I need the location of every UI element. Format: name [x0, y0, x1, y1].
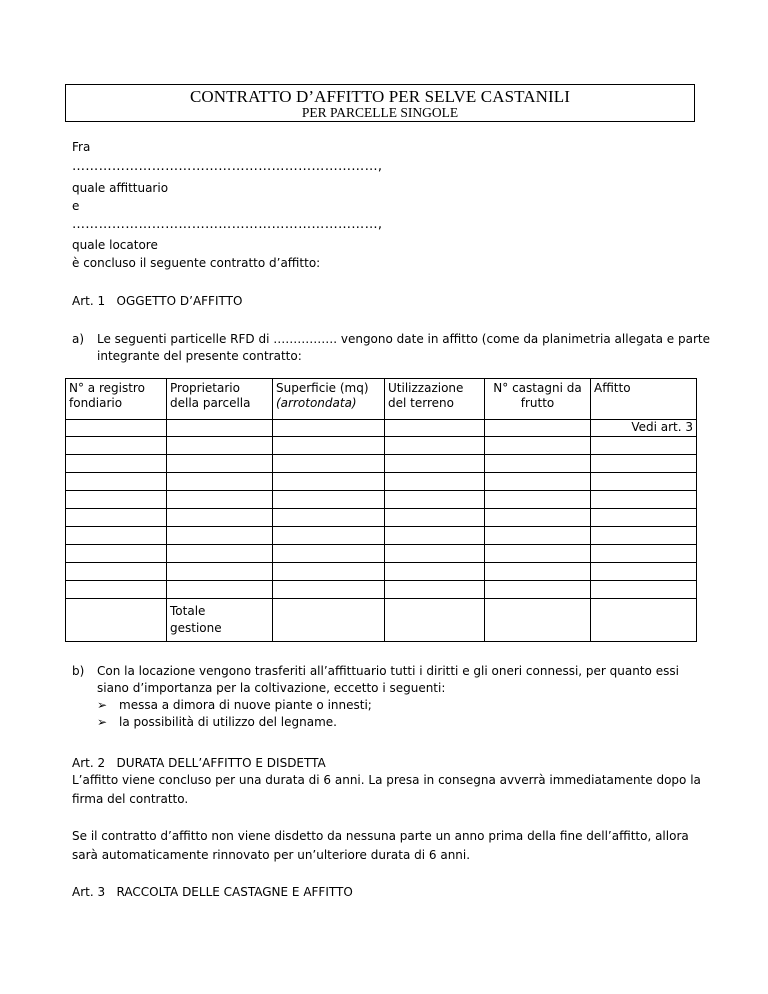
table-row — [66, 509, 697, 527]
affitto-see-art3: Vedi art. 3 — [591, 420, 697, 437]
item-b-label: b) — [72, 664, 85, 678]
title-box — [65, 84, 695, 122]
art2-paragraph-1: L’affitto viene concluso per una durata di 6 anni. La presa in consegna avverrà immediatamente dopo la firma del contratto. — [72, 773, 701, 806]
header-registro: N° a registro fondiario — [66, 379, 167, 420]
tenant-placeholder-dots: ……………………………………………………………, — [72, 159, 383, 174]
tenant-role: quale affittuario — [72, 181, 169, 195]
art2-paragraph-2: Se il contratto d’affitto non viene disdetto da nessuna parte un anno prima della fine dell’affitto, allora sarà automaticamente rinnovato per un’ulteriore durata di 6 anni. — [72, 829, 689, 862]
contract-statement: è concluso il seguente contratto d’affitto: — [72, 256, 321, 270]
art1-heading: Art. 1 OGGETTO D’AFFITTO — [72, 294, 243, 308]
table-row — [66, 545, 697, 563]
intro-fra: Fra — [72, 140, 91, 154]
total-label: Totale gestione — [167, 599, 273, 642]
table-row — [66, 581, 697, 599]
document-subtitle: PER PARCELLE SINGOLE — [301, 105, 459, 120]
header-superficie: Superficie (mq) (arrotondata) — [273, 379, 385, 420]
table-row — [66, 455, 697, 473]
art1-item-a — [72, 331, 712, 365]
header-castagni: N° castagni da frutto — [485, 379, 591, 420]
document-title: CONTRATTO D’AFFITTO PER SELVE CASTANILI — [189, 87, 571, 106]
parcels-table — [65, 378, 697, 642]
table-row — [66, 473, 697, 491]
table-row — [66, 563, 697, 581]
table-total-row — [66, 599, 697, 642]
intro-e: e — [72, 199, 80, 213]
list-item: ➢ la possibilità di utilizzo del legname. — [97, 715, 337, 729]
item-b-text: Con la locazione vengono trasferiti all’affittuario tutti i diritti e gli oneri connessi, per quanto essi siano d’importanza per la coltivazione, eccetto i seguenti: — [97, 664, 679, 695]
landlord-role: quale locatore — [72, 238, 158, 252]
header-affitto: Affitto — [591, 379, 697, 420]
item-a-label: a) — [72, 332, 85, 346]
table-row — [66, 527, 697, 545]
art3-heading: Art. 3 RACCOLTA DELLE CASTAGNE E AFFITTO — [72, 885, 353, 899]
list-item: ➢ messa a dimora di nuove piante o innesti; — [97, 698, 372, 712]
header-utilizzazione: Utilizzazione del terreno — [385, 379, 485, 420]
table-row — [66, 437, 697, 455]
item-a-text: Le seguenti particelle RFD di ……………. vengono date in affitto (come da planimetria allegata e parte integrante del presente contratto: — [97, 332, 710, 363]
art2-heading: Art. 2 DURATA DELL’AFFITTO E DISDETTA — [72, 756, 326, 770]
arrow-bullet-icon: ➢ — [97, 715, 108, 729]
landlord-placeholder-dots: ……………………………………………………………, — [72, 217, 383, 232]
art1-item-b — [72, 663, 712, 731]
arrow-bullet-icon: ➢ — [97, 698, 108, 712]
table-row — [66, 491, 697, 509]
table-row — [66, 420, 697, 437]
header-proprietario: Proprietario della parcella — [167, 379, 273, 420]
table-header-row — [66, 379, 697, 420]
